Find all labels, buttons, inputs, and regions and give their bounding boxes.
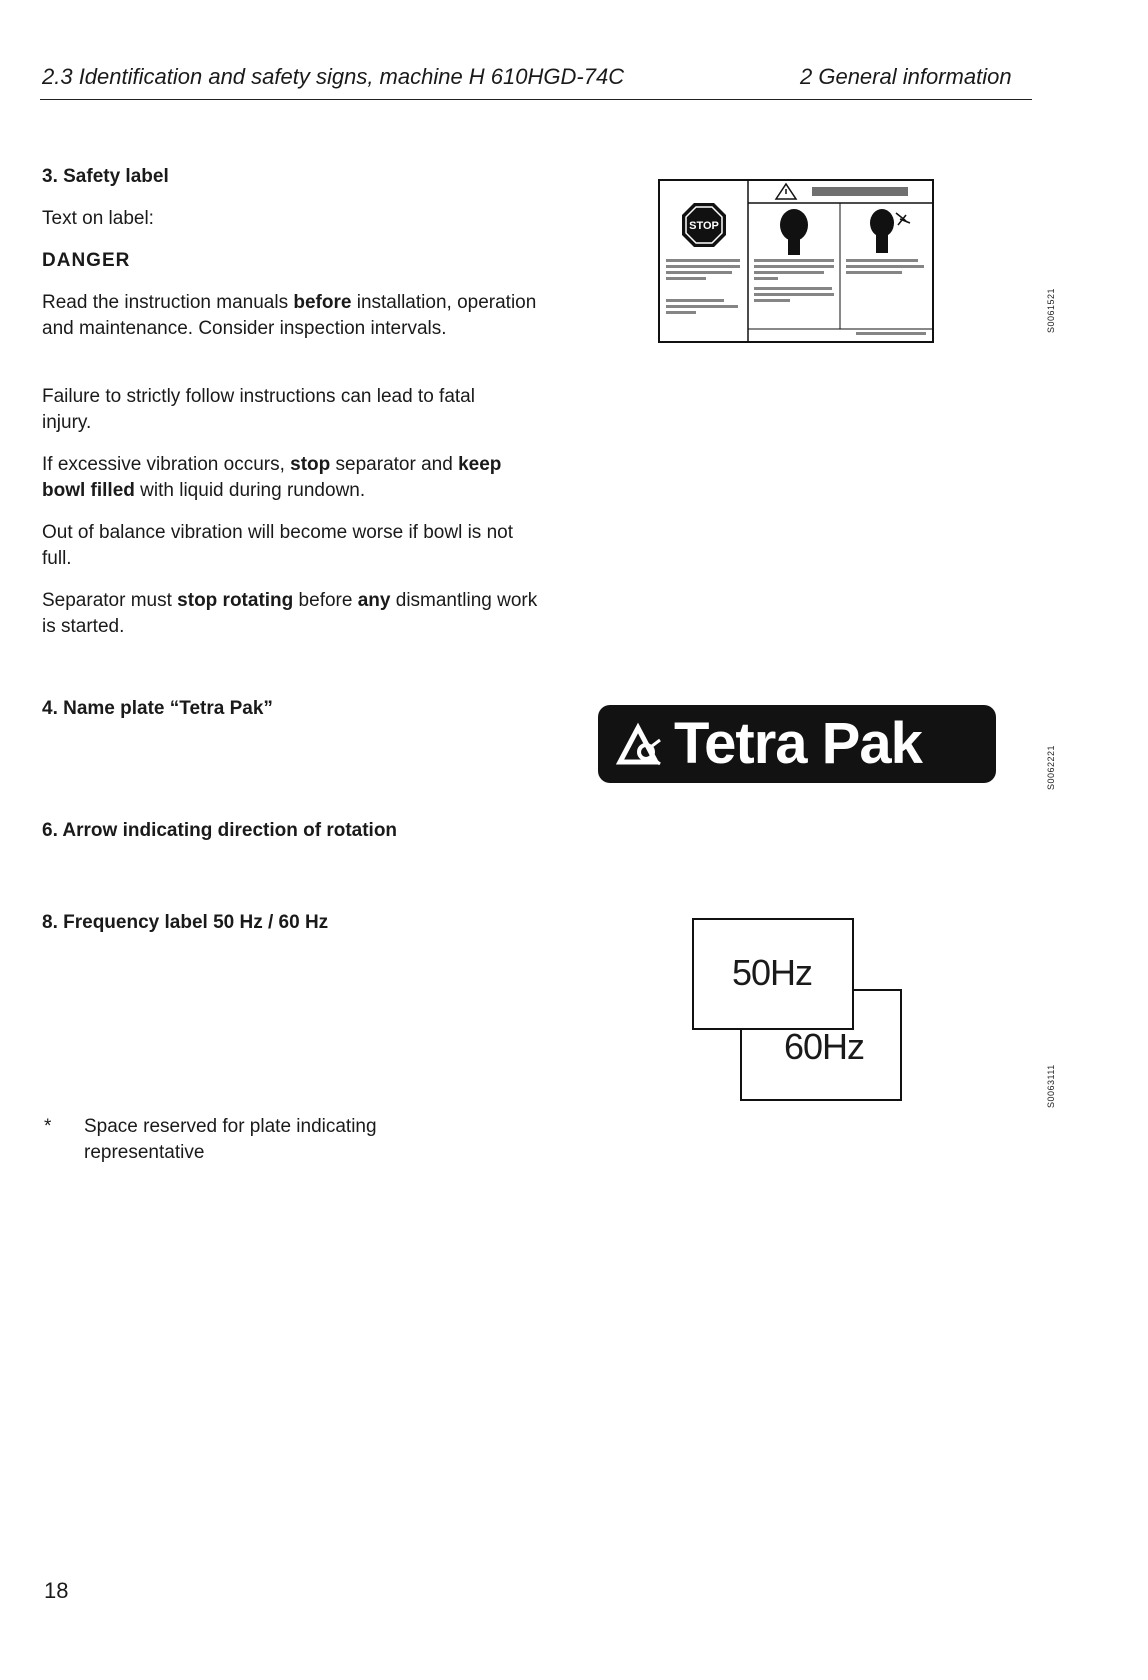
header-rule <box>40 99 1032 100</box>
safety-label-image <box>658 179 934 343</box>
tetra-pak-brand-text: Tetra Pak <box>674 711 922 776</box>
machine-hazard-icon <box>780 209 910 255</box>
name-plate-code: S0062221 <box>1046 744 1056 790</box>
safety-paragraph-5: Separator must stop rotating before any dismantling work is started. <box>42 590 538 637</box>
header-chapter-title: 2 General information <box>800 64 1012 89</box>
warning-triangle-icon <box>776 184 796 199</box>
safety-label-intro: Text on label: <box>42 208 154 229</box>
safety-label-heading: 3. Safety label <box>42 166 169 187</box>
stop-sign-icon <box>682 203 726 247</box>
safety-paragraph-4: Out of balance vibration will become worse if bowl is not full. <box>42 522 514 569</box>
note-text: Space reserved for plate indicating representative <box>84 1116 377 1163</box>
note-marker: * <box>44 1116 52 1137</box>
frequency-heading: 8. Frequency label 50 Hz / 60 Hz <box>42 912 329 933</box>
tetra-pak-name-plate <box>598 705 996 783</box>
header-section-title: 2.3 Identification and safety signs, machine H 610HGD-74C <box>42 64 625 89</box>
safety-paragraph-3: If excessive vibration occurs, stop separator and keep bowl filled with liquid during rundown. <box>42 454 502 501</box>
safety-paragraph-2: Failure to strictly follow instructions can lead to fatal injury. <box>42 386 475 433</box>
frequency-60hz-text: 60Hz <box>784 1026 865 1067</box>
rotation-heading: 6. Arrow indicating direction of rotation <box>42 820 398 841</box>
frequency-50hz-text: 50Hz <box>732 952 813 993</box>
name-plate-heading: 4. Name plate “Tetra Pak” <box>42 698 273 719</box>
svg-text:STOP: STOP <box>689 220 719 232</box>
frequency-label-code: S0063111 <box>1046 1064 1056 1108</box>
safety-paragraph-1: Read the instruction manuals before installation, operation and maintenance. Consider inspection intervals. <box>42 292 537 339</box>
page-number: 18 <box>44 1578 69 1603</box>
safety-label-code: S0061521 <box>1046 287 1056 333</box>
danger-heading: DANGER <box>42 250 131 271</box>
tetra-pak-logo-icon <box>616 722 664 766</box>
safety-label-drawing <box>660 181 932 341</box>
